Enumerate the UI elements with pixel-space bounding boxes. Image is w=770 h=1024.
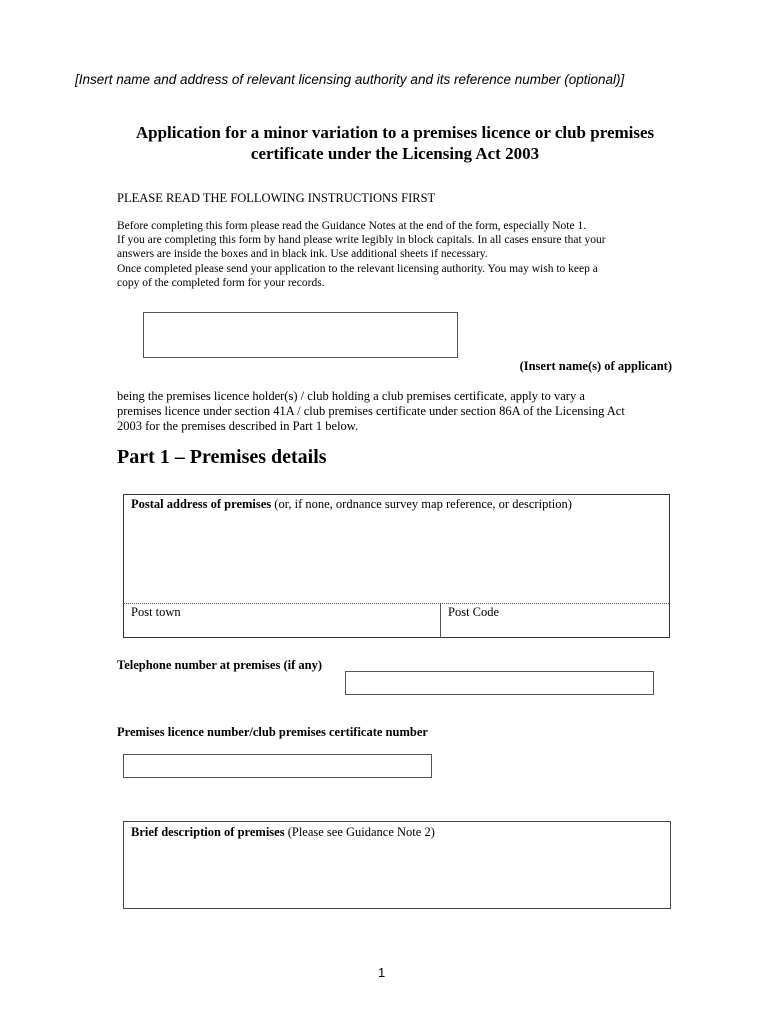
premises-description-field[interactable] — [123, 821, 671, 909]
applicant-name-label: (Insert name(s) of applicant) — [519, 359, 672, 373]
post-code-field[interactable] — [440, 604, 669, 638]
postal-address-label-hint: (or, if none, ordnance survey map reference, or description) — [271, 497, 572, 511]
part-1-heading: Part 1 – Premises details — [117, 446, 327, 468]
instructions-heading: PLEASE READ THE FOLLOWING INSTRUCTIONS FIRST — [117, 191, 436, 205]
postal-address-label — [131, 497, 572, 512]
post-town-row — [124, 603, 669, 638]
premises-description-label-hint: (Please see Guidance Note 2) — [284, 825, 435, 839]
licence-number-field[interactable] — [123, 754, 432, 778]
statement-line: 2003 for the premises described in Part 1 below. — [117, 419, 359, 433]
form-title — [110, 122, 680, 164]
statement-line: premises licence under section 41A / club premises certificate under section 86A of the Licensing Act — [117, 404, 625, 418]
postal-address-label-bold: Postal address of premises — [131, 497, 272, 511]
form-title-line-1: Application for a minor variation to a premises licence or club premises — [135, 123, 655, 142]
instructions-line: Before completing this form please read the Guidance Notes at the end of the form, especially Note 1. — [117, 220, 587, 232]
premises-description-label-bold: Brief description of premises — [131, 825, 285, 839]
statement-line: being the premises licence holder(s) / club holding a club premises certificate, apply to vary a — [117, 389, 585, 403]
telephone-label: Telephone number at premises (if any) — [117, 658, 322, 672]
post-town-label: Post town — [131, 605, 181, 619]
instructions-line: If you are completing this form by hand please write legibly in block capitals. In all cases ensure that your — [117, 234, 606, 247]
applicant-name-field[interactable] — [143, 312, 458, 358]
premises-description-label — [131, 825, 435, 840]
postal-address-field[interactable] — [123, 494, 670, 638]
licence-number-label: Premises licence number/club premises certificate number — [117, 725, 428, 739]
instructions-line: copy of the completed form for your records. — [117, 276, 325, 289]
post-code-label: Post Code — [448, 605, 500, 619]
authority-placeholder-note: [Insert name and address of relevant licensing authority and its reference number (optional)] — [75, 72, 625, 87]
page-number: 1 — [378, 965, 386, 980]
instructions-line: answers are inside the boxes and in black ink. Use additional sheets if necessary. — [117, 248, 488, 261]
form-title-line-2: certificate under the Licensing Act 2003 — [250, 144, 540, 163]
instructions-body — [117, 219, 677, 290]
instructions-line: Once completed please send your application to the relevant licensing authority. You may wish to keep a — [117, 262, 598, 275]
telephone-field[interactable] — [345, 671, 654, 695]
applicant-statement — [117, 389, 682, 434]
